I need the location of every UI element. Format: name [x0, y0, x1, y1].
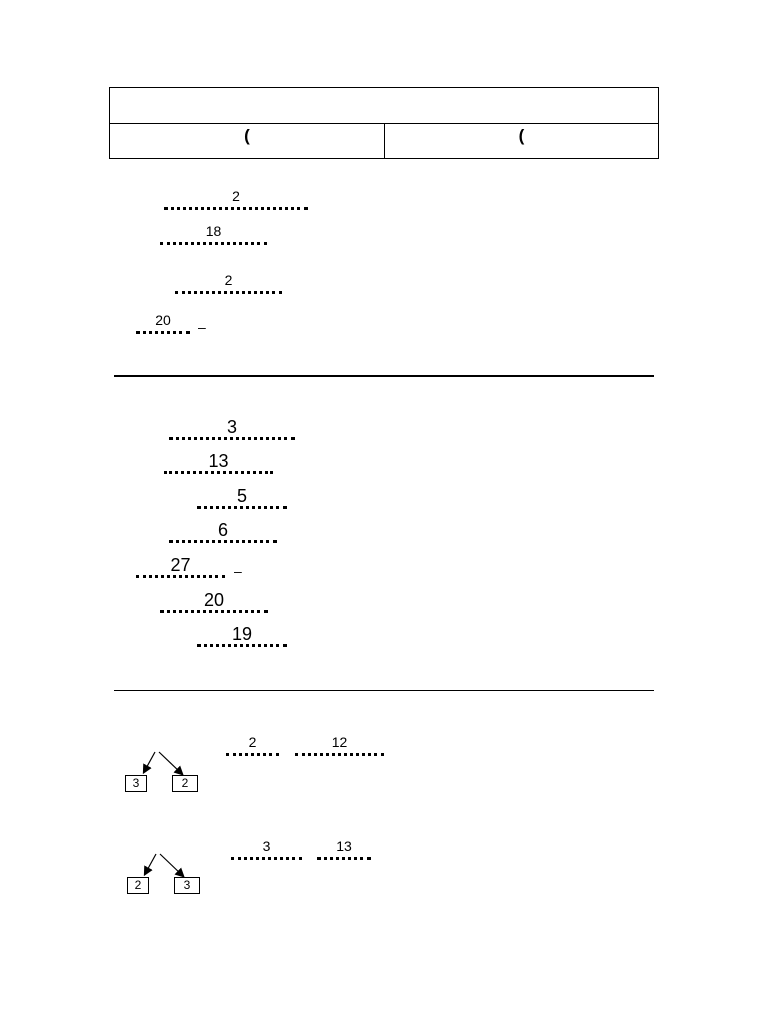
answer-blank[interactable]: 6: [169, 521, 277, 543]
answer-blank[interactable]: 3: [169, 418, 295, 440]
answer-blank[interactable]: 13: [164, 452, 273, 474]
dash-mark: –: [234, 563, 242, 579]
section-divider: [114, 375, 654, 377]
number-box: 2: [127, 877, 149, 894]
header-table: [109, 87, 659, 159]
answer-blank[interactable]: 12: [295, 734, 384, 756]
answer-blank[interactable]: 20: [136, 312, 190, 334]
answer-blank[interactable]: 19: [197, 625, 287, 647]
header-cell-left: (: [110, 124, 385, 158]
answer-blank[interactable]: 2: [164, 188, 308, 210]
section-divider: [114, 690, 654, 691]
answer-blank[interactable]: 3: [231, 838, 302, 860]
answer-blank[interactable]: 2: [175, 272, 282, 294]
number-box: 3: [174, 877, 200, 894]
answer-blank[interactable]: 20: [160, 591, 268, 613]
answer-blank[interactable]: 13: [317, 838, 371, 860]
number-box: 3: [125, 775, 147, 792]
header-title-row: [110, 88, 658, 124]
answer-blank[interactable]: 18: [160, 223, 267, 245]
answer-blank[interactable]: 27: [136, 556, 225, 578]
number-box: 2: [172, 775, 198, 792]
dash-mark: –: [198, 319, 206, 335]
answer-blank[interactable]: 2: [226, 734, 279, 756]
header-cell-right: (: [518, 126, 525, 145]
answer-blank[interactable]: 5: [197, 487, 287, 509]
